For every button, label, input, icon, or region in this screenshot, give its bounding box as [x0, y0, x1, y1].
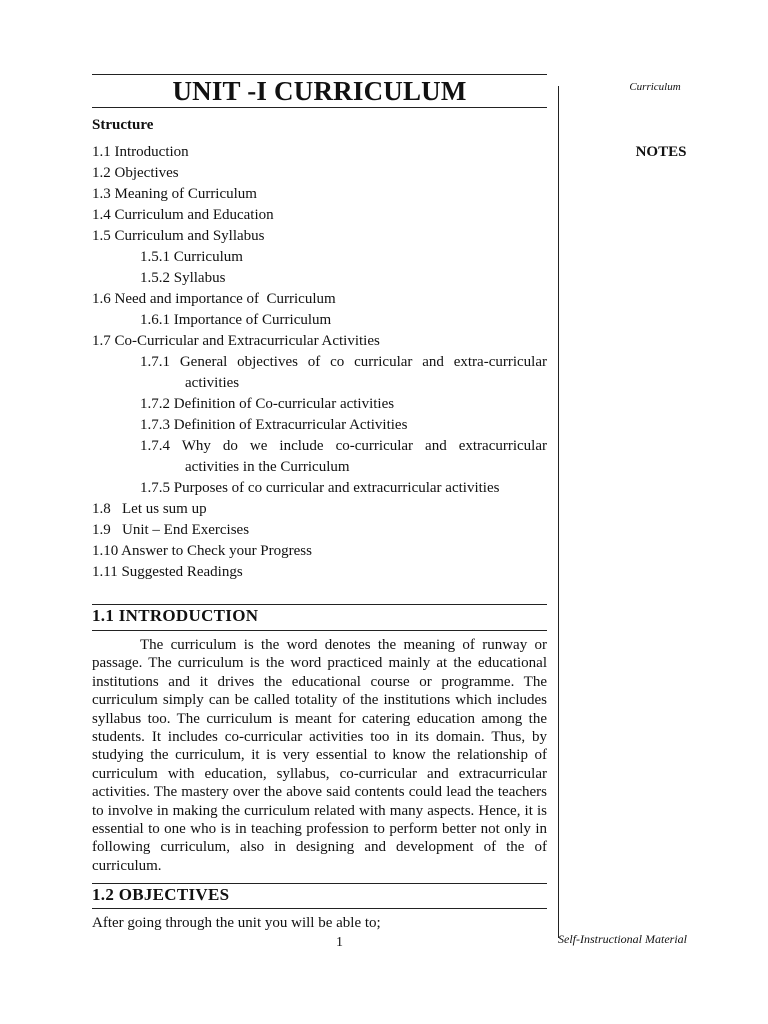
list-item: 1.5 Curriculum and Syllabus	[92, 228, 265, 244]
list-item: 1.9 Unit – End Exercises	[92, 522, 250, 538]
structure-heading: Structure	[92, 117, 154, 133]
list-subitem-wrap: activities	[185, 375, 240, 391]
list-item: 1.1 Introduction	[92, 144, 189, 160]
margin-divider	[558, 86, 559, 938]
running-head: Curriculum	[629, 81, 681, 93]
objectives-paragraph: After going through the unit you will be able to;	[92, 915, 381, 931]
list-subitem: 1.7.3 Definition of Extracurricular Activities	[140, 417, 408, 433]
list-item: 1.7 Co-Curricular and Extracurricular Activities	[92, 333, 380, 349]
title-bottom-rule	[92, 107, 547, 108]
list-item: 1.4 Curriculum and Education	[92, 207, 274, 223]
list-subitem: 1.6.1 Importance of Curriculum	[140, 312, 332, 328]
objectives-bottom-rule	[92, 908, 547, 909]
list-subitem: 1.7.1 General objectives of co curricular and extra-curricular	[140, 354, 547, 370]
page-number: 1	[336, 935, 343, 950]
list-item: 1.10 Answer to Check your Progress	[92, 543, 312, 559]
list-subitem: 1.5.1 Curriculum	[140, 249, 243, 265]
list-subitem-wrap: activities in the Curriculum	[185, 459, 350, 475]
introduction-heading: 1.1 INTRODUCTION	[92, 606, 259, 625]
footer-label: Self-Instructional Material	[558, 932, 687, 946]
list-item: 1.3 Meaning of Curriculum	[92, 186, 257, 202]
objectives-heading: 1.2 OBJECTIVES	[92, 885, 230, 904]
list-item: 1.11 Suggested Readings	[92, 564, 243, 580]
list-subitem: 1.7.4 Why do we include co-curricular and extracurricular	[140, 438, 547, 454]
intro-top-rule	[92, 604, 547, 605]
objectives-top-rule	[92, 883, 547, 884]
list-subitem: 1.7.5 Purposes of co curricular and extracurricular activities	[140, 480, 500, 496]
introduction-paragraph: The curriculum is the word denotes the meaning of runway or passage. The curriculum is the word practiced mainly at the educational institutions and it drives the educational course or programme. The curriculum simply can be called totality of the institutions which includes syllabus too. The curriculum is meant for catering education among the students. It includes co-curricular activities too in its domain. Thus, by studying the curriculum, it is very essential to know the relationship of curriculum with education, syllabus, co-curricular and extracurricular activities. The mastery over the above said contents could lead the teachers to involve in making the curriculum related with many aspects. Hence, it is essential to one who is in teaching profession to perform better not only in following curriculum, also in designing and development of the of curriculum.	[92, 637, 547, 874]
unit-title: UNIT -I CURRICULUM	[172, 76, 467, 106]
list-subitem: 1.7.2 Definition of Co-curricular activities	[140, 396, 395, 412]
list-item: 1.6 Need and importance of Curriculum	[92, 291, 336, 307]
list-item: 1.2 Objectives	[92, 165, 179, 181]
list-item: 1.8 Let us sum up	[92, 501, 207, 517]
title-top-rule	[92, 74, 547, 75]
notes-label: NOTES	[635, 144, 687, 160]
structure-list	[92, 142, 547, 583]
list-subitem: 1.5.2 Syllabus	[140, 270, 226, 286]
intro-bottom-rule	[92, 630, 547, 631]
